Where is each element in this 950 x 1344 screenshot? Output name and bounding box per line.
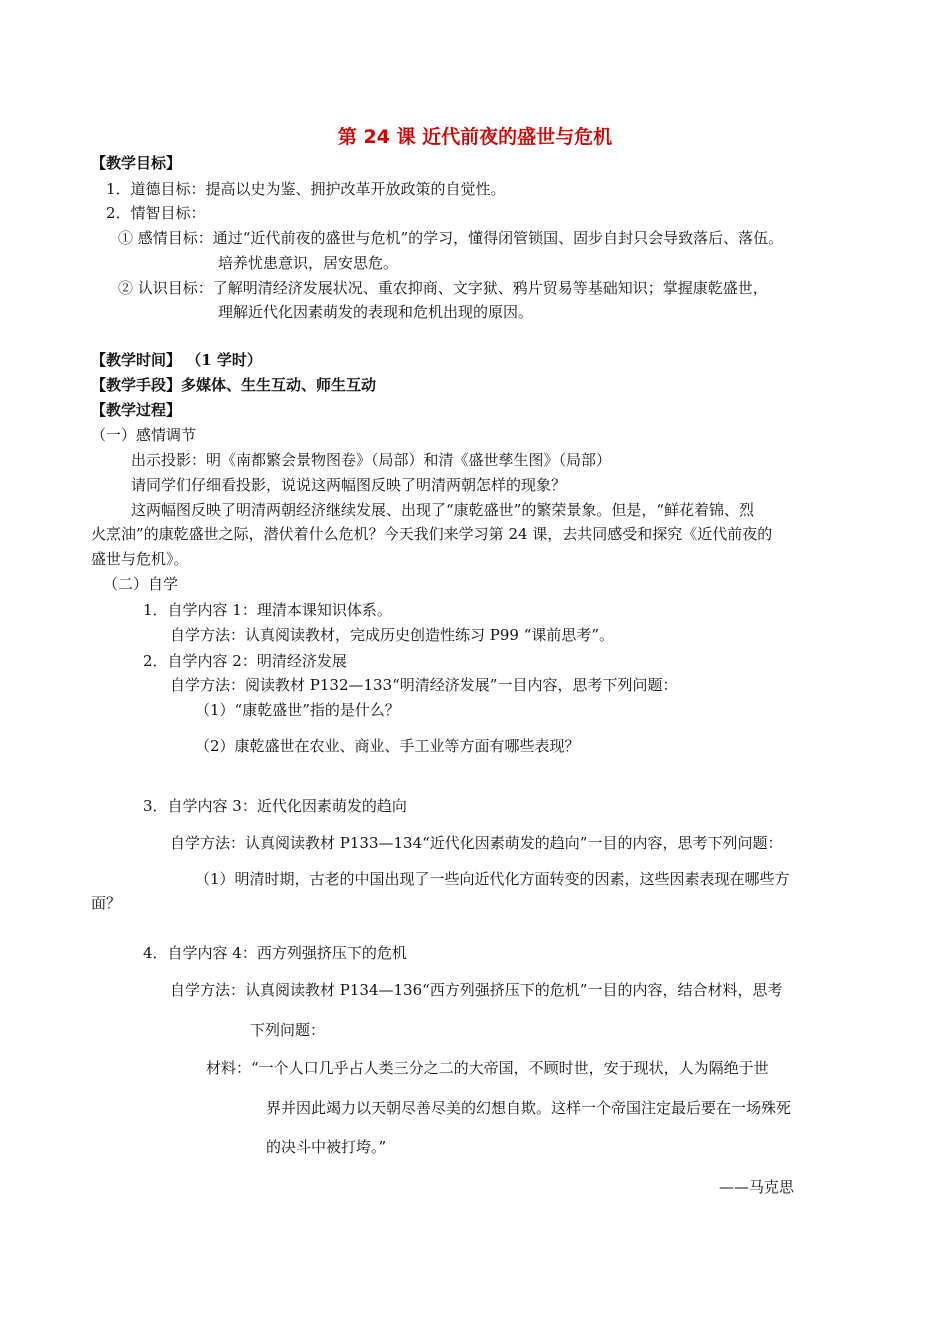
subsection-heading: （一）感情调节 bbox=[91, 426, 197, 444]
question-line: （1）明清时期，古老的中国出现了一些向近代化方面转变的因素，这些因素表现在哪些方 bbox=[195, 870, 790, 888]
text-line: 自学方法：认真阅读教材，完成历史创造性练习 P99 “课前思考”。 bbox=[170, 626, 615, 644]
question-line: （1）“康乾盛世”指的是什么？ bbox=[195, 701, 400, 719]
text-line: 3．自学内容 3：近代化因素萌发的趋向 bbox=[143, 797, 407, 815]
text-line: 1．自学内容 1：理清本课知识体系。 bbox=[143, 601, 392, 619]
section-heading-time: 【教学时间】 （1 学时） bbox=[91, 351, 262, 369]
text-line: 火烹油”的康乾盛世之际，潜伏着什么危机？今天我们来学习第 24 课，去共同感受和探究《近代前夜的 bbox=[91, 525, 773, 543]
text-line: 理解近代化因素萌发的表现和危机出现的原因。 bbox=[218, 303, 534, 321]
quote-line: 的决斗中被打垮。” bbox=[266, 1138, 387, 1156]
section-heading-objectives: 【教学目标】 bbox=[91, 154, 182, 172]
text-line: 4．自学内容 4：西方列强挤压下的危机 bbox=[143, 944, 407, 962]
text-line: 下列问题： bbox=[250, 1021, 326, 1039]
quote-attribution: ——马克思 bbox=[719, 1178, 795, 1196]
text-line: 自学方法：阅读教材 P132—133“明清经济发展”一目内容，思考下列问题： bbox=[170, 676, 678, 694]
question-line: （2）康乾盛世在农业、商业、手工业等方面有哪些表现？ bbox=[195, 737, 580, 755]
quote-line: 界并因此竭力以天朝尽善尽美的幻想自欺。这样一个帝国注定最后要在一场殊死 bbox=[266, 1099, 792, 1117]
text-line: 这两幅图反映了明清两朝经济继续发展、出现了“康乾盛世”的繁荣景象。但是，“鲜花着锦、烈 bbox=[131, 501, 755, 519]
text-line: 盛世与危机》。 bbox=[91, 550, 189, 568]
section-heading-means: 【教学手段】多媒体、生生互动、师生互动 bbox=[91, 376, 377, 394]
text-line: 2．情智目标： bbox=[106, 204, 206, 222]
text-line: 培养忧患意识，居安思危。 bbox=[218, 254, 399, 272]
text-line: ② 认识目标：了解明清经济发展状况、重农抑商、文字狱、鸦片贸易等基础知识；掌握康乾盛世， bbox=[118, 279, 768, 297]
text-line: 自学方法：认真阅读教材 P134—136“西方列强挤压下的危机”一目的内容，结合材料，思考 bbox=[170, 981, 783, 999]
section-heading-process: 【教学过程】 bbox=[91, 401, 182, 419]
question-line: 面？ bbox=[91, 894, 122, 912]
text-line: 自学方法：认真阅读教材 P133—134“近代化因素萌发的趋向”一目的内容，思考下列问题： bbox=[170, 834, 783, 852]
text-line: 1．道德目标：提高以史为鉴、拥护改革开放政策的自觉性。 bbox=[106, 180, 506, 198]
page-title: 第 24 课 近代前夜的盛世与危机 bbox=[337, 126, 613, 148]
text-line: 2．自学内容 2：明清经济发展 bbox=[143, 652, 347, 670]
text-line: 请同学们仔细看投影，说说这两幅图反映了明清两朝怎样的现象？ bbox=[131, 476, 567, 494]
quote-line: 材料：“一个人口几乎占人类三分之二的大帝国，不顾时世，安于现状，人为隔绝于世 bbox=[206, 1059, 769, 1077]
text-line: 出示投影：明《南都繁会景物图卷》（局部）和清《盛世孳生图》（局部） bbox=[131, 451, 612, 469]
text-line: ① 感情目标：通过“近代前夜的盛世与危机”的学习，懂得闭管锁国、固步自封只会导致落后、落伍。 bbox=[118, 229, 784, 247]
subsection-heading: （二）自学 bbox=[103, 575, 179, 593]
